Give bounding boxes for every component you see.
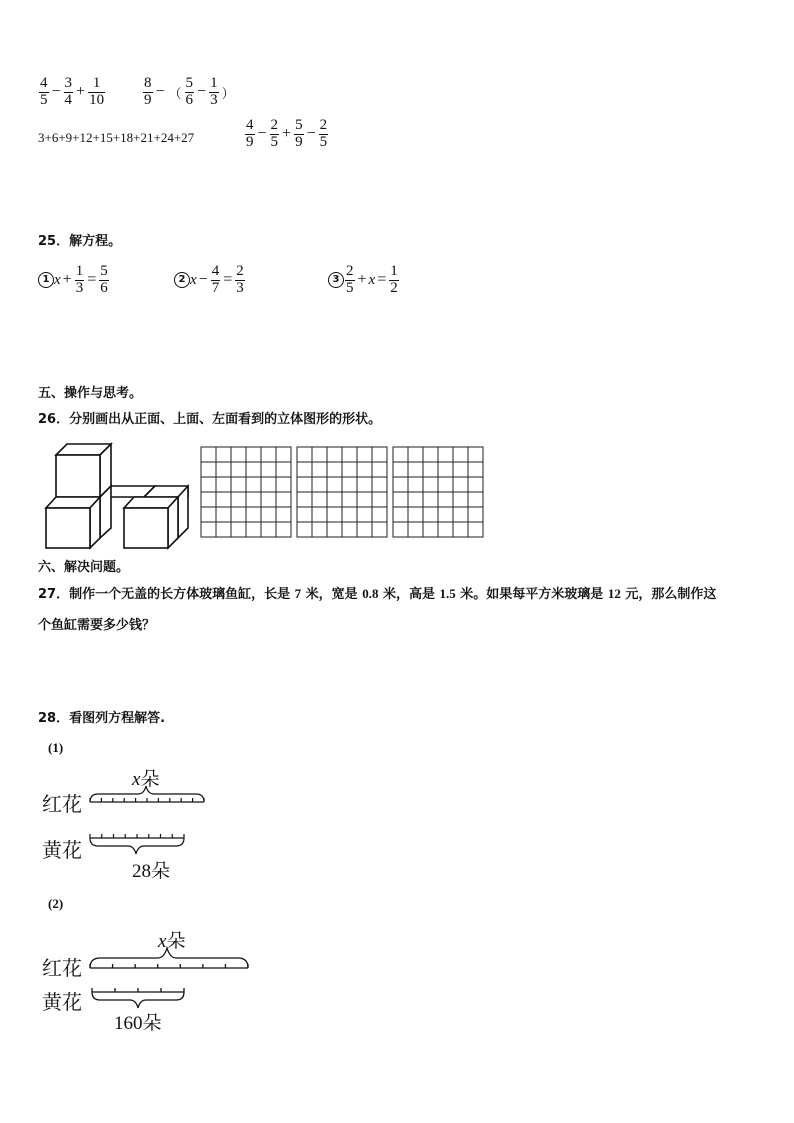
cube-front-face bbox=[46, 508, 90, 548]
circled-number: 1 bbox=[38, 272, 54, 288]
circled-number: 2 bbox=[174, 272, 190, 288]
calc-expr-3: 3+6+9+12+15+18+21+24+27 bbox=[38, 130, 195, 145]
fraction: $\frac{2}{5}$ bbox=[346, 263, 354, 296]
operator: − bbox=[198, 271, 208, 289]
cube-figure bbox=[44, 442, 196, 550]
paren: ） bbox=[221, 85, 235, 101]
operator: − bbox=[306, 125, 316, 143]
operator: + bbox=[62, 271, 72, 289]
variable: x bbox=[368, 271, 376, 288]
calc-expr-2 bbox=[142, 76, 237, 109]
q25-title: 25．解方程。 bbox=[38, 234, 122, 249]
fraction: $\frac{4}{9}$ bbox=[246, 117, 254, 150]
fraction: $\frac{1}{3}$ bbox=[75, 263, 84, 296]
fraction: $\frac{2}{3}$ bbox=[236, 263, 244, 296]
equals: = bbox=[223, 271, 233, 289]
q26-title: 26．分别画出从正面、上面、左面看到的立体图形的形状。 bbox=[38, 412, 382, 427]
fraction: $\frac{3}{4}$ bbox=[64, 75, 73, 108]
q27-width: 0.8 bbox=[362, 586, 379, 601]
operator: − bbox=[197, 83, 207, 101]
fraction: $\frac{1}{2}$ bbox=[390, 263, 398, 296]
variable: x bbox=[158, 931, 167, 952]
q27-line-2: 个鱼缸需要多少钱？ bbox=[38, 618, 156, 633]
q28-part-1-yellow-label: 黄花 bbox=[42, 838, 82, 862]
brace-top bbox=[90, 948, 248, 968]
operator: − bbox=[257, 125, 267, 143]
equals: = bbox=[377, 271, 387, 289]
q28-title: 28．看图列方程解答. bbox=[38, 711, 166, 726]
q27-length: 7 bbox=[294, 586, 302, 601]
calc-expr-1 bbox=[38, 76, 106, 109]
q27-price: 12 bbox=[607, 586, 621, 601]
brace-bottom bbox=[90, 838, 184, 854]
paren: （ bbox=[168, 85, 182, 101]
q28-part-1-label: (1) bbox=[48, 740, 64, 755]
fraction: $\frac{1}{3}$ bbox=[210, 75, 218, 108]
q28-part-2-red-label: 红花 bbox=[42, 956, 82, 980]
q25-equation-1 bbox=[38, 264, 110, 297]
fraction: $\frac{4}{5}$ bbox=[40, 75, 48, 108]
cube-front-face bbox=[56, 455, 100, 497]
q28-part-1-bottom-label: 28朵 bbox=[132, 861, 171, 882]
cube-front-face bbox=[124, 508, 168, 548]
q28-part-2-yellow-label: 黄花 bbox=[42, 990, 82, 1014]
q27-text: 元，那么制作这 bbox=[620, 587, 717, 602]
section-5-heading: 五、操作与思考。 bbox=[38, 386, 143, 401]
section-6-heading: 六、解决问题。 bbox=[38, 560, 130, 575]
variable: x bbox=[190, 271, 197, 288]
fraction: $\frac{5}{6}$ bbox=[100, 263, 108, 296]
brace-bottom bbox=[92, 992, 184, 1008]
q25-equation-3 bbox=[328, 264, 400, 297]
q27-text: 米，高是 bbox=[378, 587, 440, 602]
q28-part-2-label: (2) bbox=[48, 896, 64, 911]
variable: x bbox=[54, 271, 61, 288]
q28-part-2-diagram bbox=[88, 944, 254, 1010]
drawing-grids bbox=[200, 446, 490, 538]
q27-text: 米。如果每平方米玻璃是 bbox=[455, 587, 608, 602]
circled-number: 3 bbox=[328, 272, 344, 288]
unit: 朵 bbox=[166, 931, 186, 952]
q27-text: 27．制作一个无盖的长方体玻璃鱼缸，长是 bbox=[38, 587, 295, 602]
fraction: $\frac{5}{6}$ bbox=[185, 75, 194, 108]
fraction: $\frac{8}{9}$ bbox=[144, 75, 152, 108]
drawing-grid bbox=[201, 447, 291, 537]
variable: x bbox=[132, 769, 141, 790]
operator: + bbox=[76, 83, 86, 101]
fraction: $\frac{2}{5}$ bbox=[319, 117, 328, 150]
q28-part-2-bottom-label: 160朵 bbox=[114, 1013, 162, 1034]
q25-equation-2 bbox=[174, 264, 246, 297]
q27-height: 1.5 bbox=[439, 586, 456, 601]
fraction: $\frac{1}{10}$ bbox=[89, 75, 105, 108]
q28-part-1-red-label: 红花 bbox=[42, 792, 82, 816]
drawing-grid bbox=[297, 447, 387, 537]
equals: = bbox=[87, 271, 97, 289]
operator: + bbox=[282, 125, 292, 143]
calc-expr-4 bbox=[244, 118, 329, 151]
operator: − bbox=[155, 83, 165, 101]
fraction: $\frac{5}{9}$ bbox=[295, 117, 303, 150]
unit: 朵 bbox=[140, 769, 160, 790]
q28-part-1-diagram bbox=[88, 782, 212, 858]
q27-text: 米，宽是 bbox=[301, 587, 363, 602]
fraction: $\frac{4}{7}$ bbox=[211, 263, 220, 296]
operator: − bbox=[51, 83, 61, 101]
operator: + bbox=[357, 271, 367, 289]
drawing-grid bbox=[393, 447, 483, 537]
fraction: $\frac{2}{5}$ bbox=[270, 117, 279, 150]
q27-line-1 bbox=[38, 583, 716, 602]
